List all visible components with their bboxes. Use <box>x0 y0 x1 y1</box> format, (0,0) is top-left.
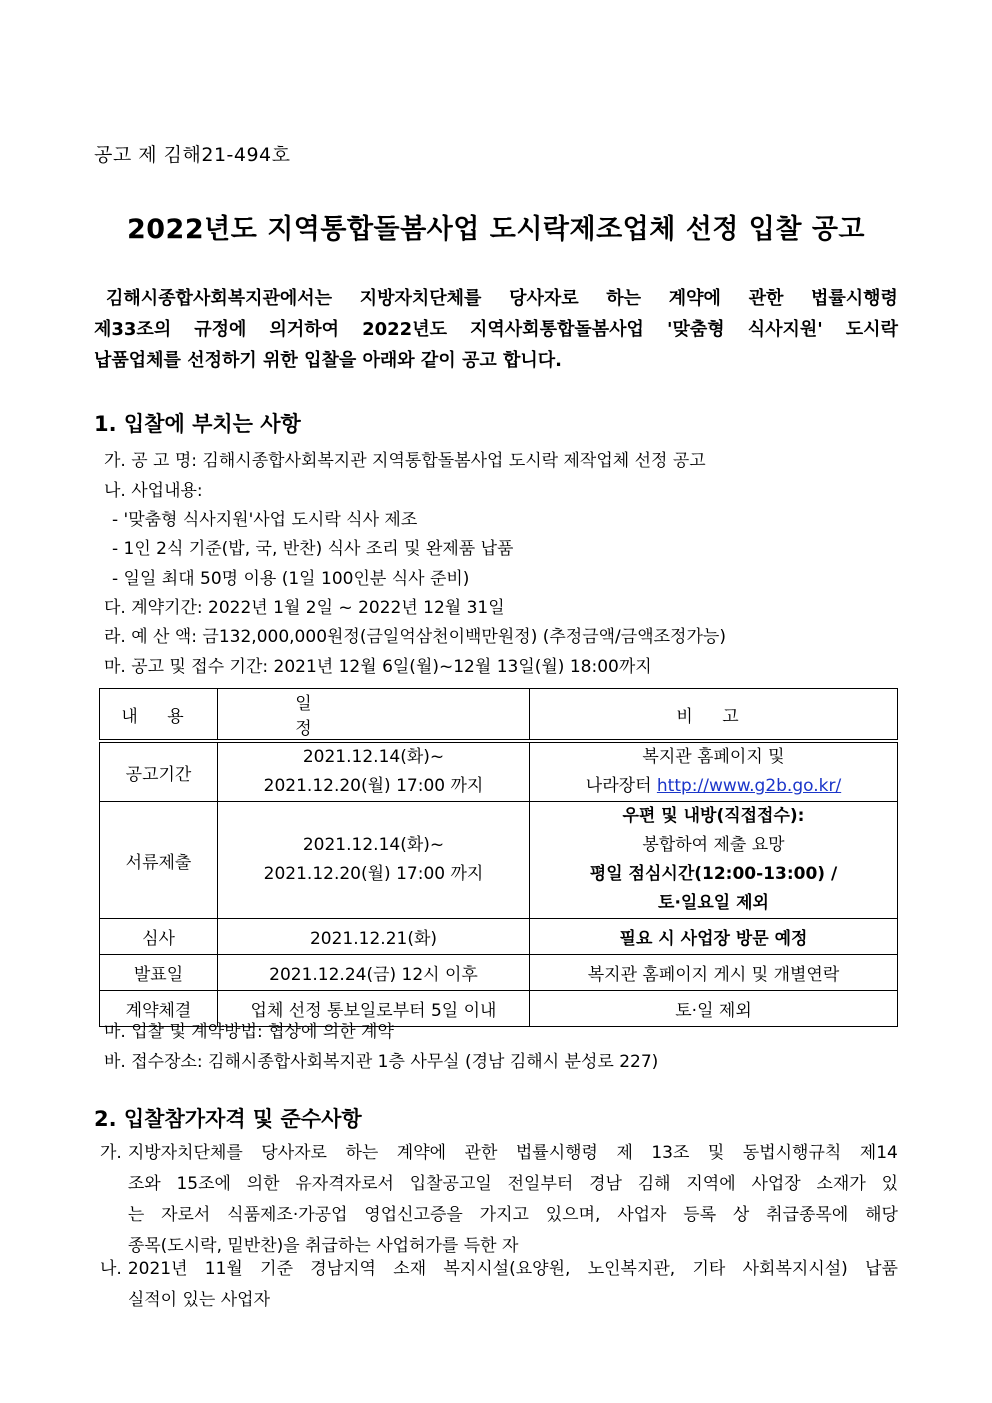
word: 등록 <box>683 1205 717 1225</box>
header-content: 내 용 <box>100 689 218 742</box>
word: 의한 <box>246 1174 280 1194</box>
word: 의거하여 <box>269 319 340 340</box>
word: 13조 <box>651 1143 690 1163</box>
intro-line: 납품업체를 선정하기 위한 입찰을 아래와 같이 공고 합니다. <box>94 350 563 371</box>
word: 입찰공고일 <box>409 1174 492 1194</box>
word: 소재가 <box>816 1174 866 1194</box>
word: 관한 <box>748 288 784 309</box>
word: 김해 <box>637 1174 671 1194</box>
header-remarks: 비 고 <box>530 689 898 742</box>
note-line: 우편 및 내방(직접접수): <box>622 806 805 826</box>
word: 영업신고증을 <box>364 1205 463 1225</box>
row-note: 토·일 제외 <box>530 991 898 1027</box>
word: 소재 <box>393 1259 427 1279</box>
word: 기타 <box>692 1259 726 1279</box>
word: 계약에 <box>396 1143 447 1163</box>
row-label: 발표일 <box>100 955 218 991</box>
item-marker: 나. <box>100 1259 122 1279</box>
word: 사업자 <box>617 1205 667 1225</box>
word: 해당 <box>865 1205 898 1225</box>
header-schedule: 일 정 <box>218 689 530 742</box>
word: 취급종목에 <box>766 1205 849 1225</box>
section-1-item: 가. 공 고 명: 김해시종합사회복지관 지역통합돌봄사업 도시락 제작업체 선정 공고 <box>104 451 706 471</box>
section-1-item: 나. 사업내용: <box>104 481 203 501</box>
item-text <box>128 1254 898 1316</box>
word: 규정에 <box>194 319 247 340</box>
item-marker: 가. <box>100 1143 122 1163</box>
word: 사회복지시설) <box>742 1259 848 1279</box>
section-1-item: 다. 계약기간: 2022년 1월 2일 ~ 2022년 12월 31일 <box>104 598 505 618</box>
word: 납품 <box>865 1259 898 1279</box>
note-line: 토·일요일 제외 <box>658 893 769 913</box>
row-note <box>530 741 898 802</box>
row-note: 필요 시 사업장 방문 예정 <box>530 919 898 955</box>
date-line: 2021.12.20(월) 17:00 까지 <box>263 864 484 884</box>
word: 는 <box>127 1205 145 1225</box>
notice-number: 공고 제 김해21-494호 <box>94 144 291 166</box>
word: 식사지원' <box>747 319 823 340</box>
section-2-heading: 2. 입찰참가자격 및 준수사항 <box>94 1107 362 1131</box>
table-row <box>100 741 898 802</box>
item-line <box>128 1200 898 1231</box>
item-line <box>128 1254 898 1285</box>
intro-paragraph <box>94 283 898 376</box>
word: 유자격자로서 <box>295 1174 394 1194</box>
word: 법률시행령 <box>811 288 898 309</box>
table-row <box>100 802 898 919</box>
word: 2022년도 <box>362 319 447 340</box>
word: 경남지역 <box>310 1259 376 1279</box>
section-1-subitem: - 일일 최대 50명 이용 (1일 100인분 식사 준비) <box>112 569 470 589</box>
word: 지방자치단체를 <box>359 288 482 309</box>
hanging-item <box>100 1254 898 1316</box>
word: 하는 <box>345 1143 379 1163</box>
intro-line <box>94 283 898 314</box>
word: 지방자치단체를 <box>127 1143 243 1163</box>
word: '맞춤형 <box>666 319 725 340</box>
intro-line <box>94 314 898 345</box>
word: 전일부터 <box>507 1174 574 1194</box>
row-note <box>530 802 898 919</box>
word: 2021년 <box>127 1259 188 1279</box>
section-1-subitem: - '맞춤형 식사지원'사업 도시락 식사 제조 <box>112 510 418 530</box>
word: 15조에 <box>176 1174 231 1194</box>
hanging-item <box>100 1138 898 1262</box>
word: 상 <box>732 1205 750 1225</box>
section-1-item: 바. 접수장소: 김해시종합사회복지관 1층 사무실 (경남 김해시 분성로 227) <box>104 1052 659 1072</box>
word: 사업장 <box>751 1174 801 1194</box>
word: 가지고 <box>479 1205 529 1225</box>
word: 자로서 <box>161 1205 211 1225</box>
row-label: 서류제출 <box>100 802 218 919</box>
word: 동법시행규칙 <box>742 1143 842 1163</box>
section-2-item-b <box>100 1254 898 1316</box>
word: 노인복지관, <box>587 1259 676 1279</box>
word: 당사자로 <box>261 1143 327 1163</box>
item-line: 실적이 있는 사업자 <box>127 1290 271 1310</box>
document-title: 2022년도 지역통합돌봄사업 도시락제조업체 선정 입찰 공고 <box>126 214 866 245</box>
note-line: 평일 점심시간(12:00-13:00) / <box>589 864 838 884</box>
item-line <box>128 1169 898 1200</box>
table-row <box>100 955 898 991</box>
word: 지역사회통합돌봄사업 <box>470 319 644 340</box>
section-1-subitem: - 1인 2식 기준(밥, 국, 반찬) 식사 조리 및 완제품 납품 <box>112 539 514 559</box>
row-date: 2021.12.24(금) 12시 이후 <box>218 955 530 991</box>
row-date: 업체 선정 통보일로부터 5일 이내 <box>218 991 530 1027</box>
word: 당사자로 <box>509 288 579 309</box>
item-line <box>128 1138 898 1169</box>
table-row <box>100 919 898 955</box>
row-date: 2021.12.21(화) <box>218 919 530 955</box>
row-note: 복지관 홈페이지 게시 및 개별연락 <box>530 955 898 991</box>
note-line: 복지관 홈페이지 및 <box>642 747 785 767</box>
word: 김해시종합사회복지관에서는 <box>106 288 333 309</box>
section-1-item: 마. 입찰 및 계약방법: 협상에 의한 계약 <box>104 1022 394 1042</box>
row-date <box>218 741 530 802</box>
word: 지역에 <box>686 1174 736 1194</box>
row-label: 계약체결 <box>100 991 218 1027</box>
word: 도시락 <box>845 319 898 340</box>
item-text <box>128 1138 898 1262</box>
row-label: 심사 <box>100 919 218 955</box>
word: 및 <box>707 1143 725 1163</box>
word: 법률시행령 <box>515 1143 598 1163</box>
date-line: 2021.12.14(화)~ <box>302 835 445 855</box>
row-date <box>218 802 530 919</box>
schedule-table <box>99 688 898 1027</box>
word: 기준 <box>260 1259 293 1279</box>
word: 11월 <box>204 1259 243 1279</box>
section-1-item: 마. 공고 및 접수 기간: 2021년 12월 6일(월)~12월 13일(월) 18:00까지 <box>104 657 652 677</box>
g2b-link[interactable]: http://www.g2b.go.kr/ <box>656 776 842 796</box>
section-2-item-a <box>100 1138 898 1262</box>
word: 관한 <box>464 1143 498 1163</box>
word: 하는 <box>606 288 642 309</box>
word: 제 <box>616 1143 633 1163</box>
word: 제14 <box>859 1143 898 1163</box>
word: 계약에 <box>668 288 721 309</box>
item-line: 종목(도시락, 밑반찬)을 취급하는 사업허가를 득한 자 <box>127 1236 519 1256</box>
row-label: 공고기간 <box>100 741 218 802</box>
note-prefix: 나라장터 <box>585 776 657 796</box>
word: 제33조의 <box>94 319 172 340</box>
word: 경남 <box>589 1174 622 1194</box>
word: 있으며, <box>545 1205 601 1225</box>
word: 조와 <box>127 1174 161 1194</box>
section-1-heading: 1. 입찰에 부치는 사항 <box>94 412 301 436</box>
table-header-row <box>100 689 898 742</box>
date-line: 2021.12.14(화)~ <box>302 747 445 767</box>
note-line <box>530 772 897 801</box>
word: 있 <box>881 1174 898 1194</box>
word: 식품제조·가공업 <box>227 1205 348 1225</box>
section-1-item: 라. 예 산 액: 금132,000,000원정(금일억삼천이백만원정) (추정금액/금액조정가능) <box>104 627 726 647</box>
note-line: 봉합하여 제출 요망 <box>642 835 785 855</box>
word: 복지시설(요양원, <box>443 1259 571 1279</box>
date-line: 2021.12.20(월) 17:00 까지 <box>263 776 484 796</box>
